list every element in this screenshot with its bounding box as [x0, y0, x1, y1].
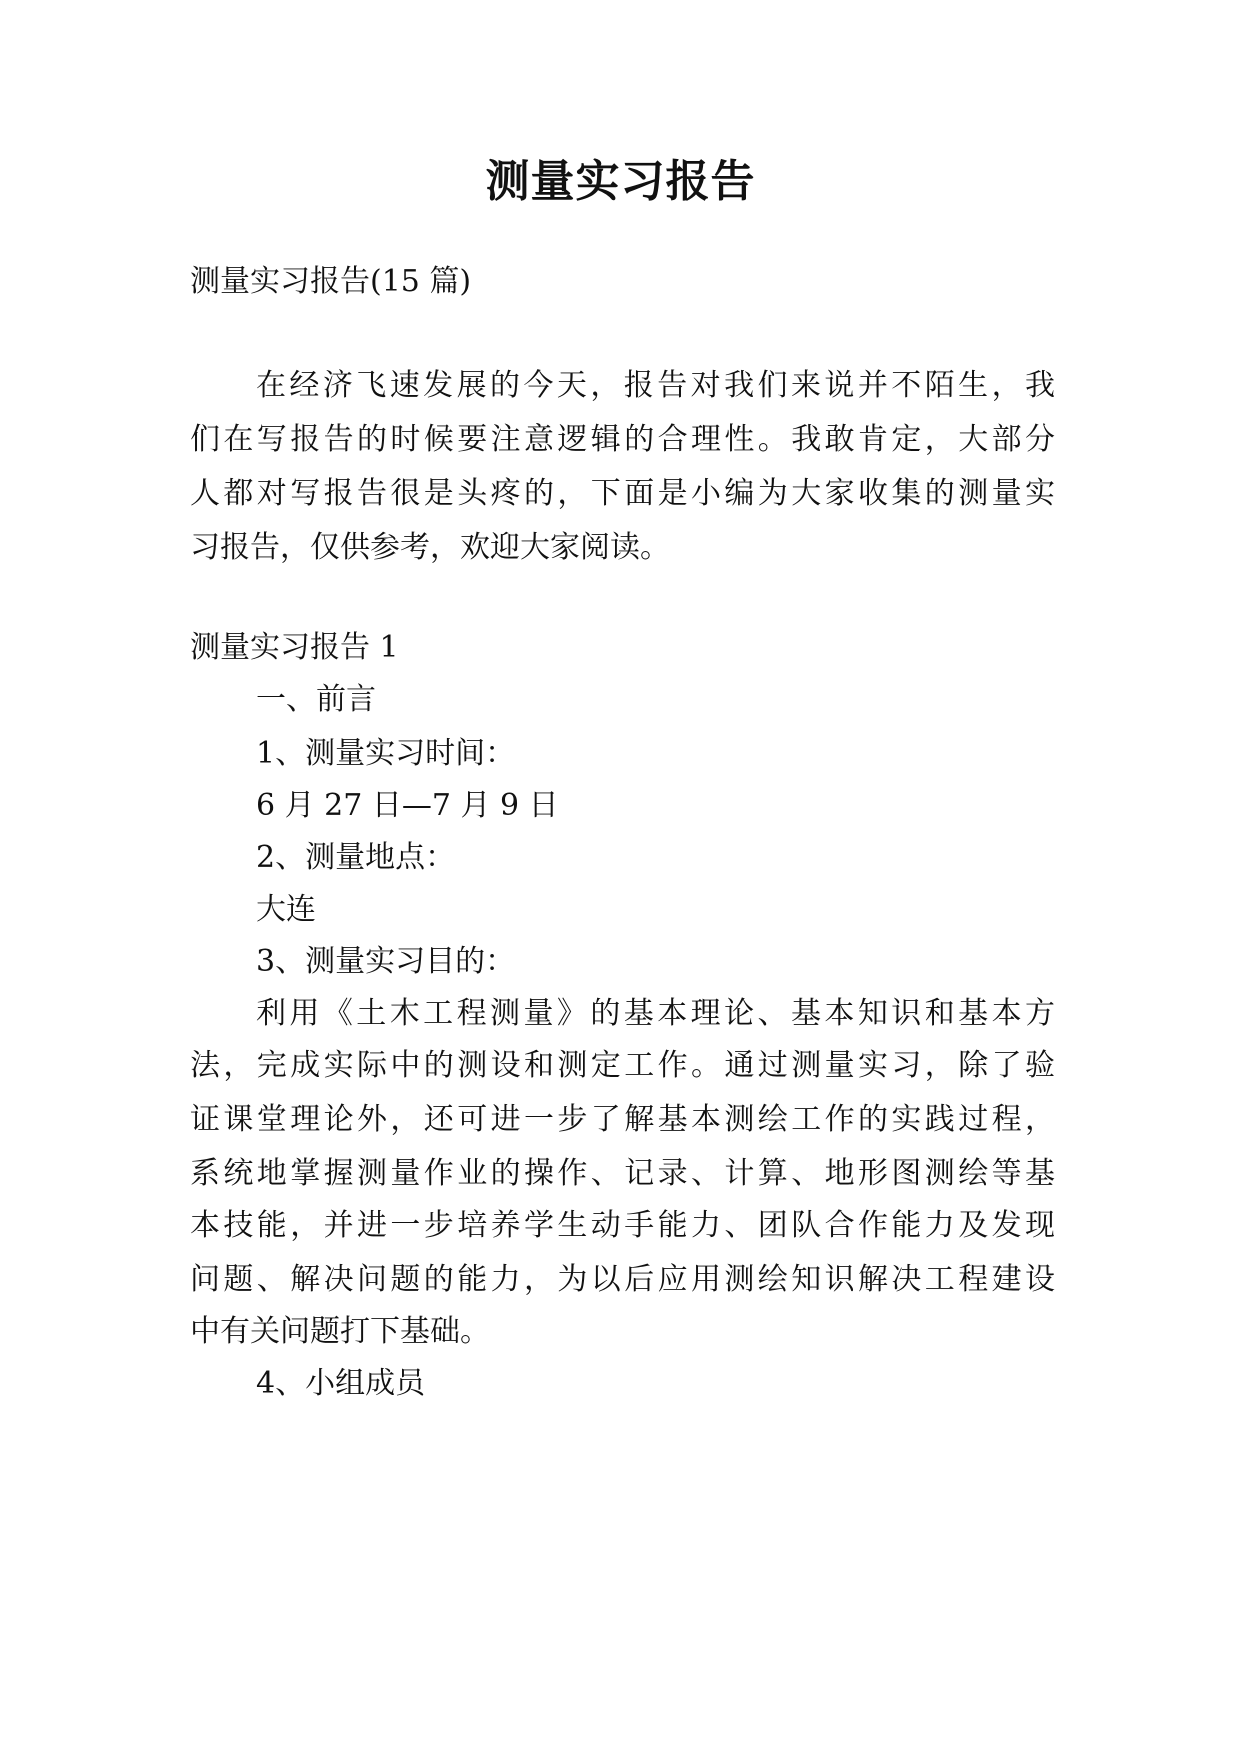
purpose-line-2: 法，完成实际中的测设和测定工作。通过测量实习，除了验 [190, 1048, 1055, 1083]
purpose-line-1: 利用《土木工程测量》的基本理论、基本知识和基本方 [256, 996, 1055, 1031]
purpose-line-3: 证课堂理论外，还可进一步了解基本测绘工作的实践过程， [190, 1102, 1055, 1137]
item-4-label: 4、小组成员 [256, 1366, 426, 1401]
item-1-value: 6 月 27 日—7 月 9 日 [256, 788, 559, 823]
item-2-label: 2、测量地点： [256, 840, 456, 875]
purpose-line-6: 问题、解决问题的能力，为以后应用测绘知识解决工程建设 [190, 1262, 1055, 1297]
item-3-label: 3、测量实习目的： [256, 944, 516, 979]
section-preface: 一、前言 [256, 682, 376, 717]
purpose-line-7: 中有关问题打下基础。 [190, 1314, 490, 1349]
document-title: 测量实习报告 [485, 156, 756, 207]
document-subtitle: 测量实习报告(15 篇) [190, 264, 472, 299]
report-heading: 测量实习报告 1 [190, 630, 399, 665]
intro-line-1: 在经济飞速发展的今天，报告对我们来说并不陌生，我 [256, 368, 1055, 403]
item-2-value: 大连 [256, 892, 316, 927]
item-1-label: 1、测量实习时间： [256, 736, 516, 771]
purpose-line-4: 系统地掌握测量作业的操作、记录、计算、地形图测绘等基 [190, 1156, 1055, 1191]
purpose-line-5: 本技能，并进一步培养学生动手能力、团队合作能力及发现 [190, 1208, 1055, 1243]
intro-line-3: 人都对写报告很是头疼的，下面是小编为大家收集的测量实 [190, 476, 1055, 511]
intro-line-2: 们在写报告的时候要注意逻辑的合理性。我敢肯定，大部分 [190, 422, 1055, 457]
intro-line-4: 习报告，仅供参考，欢迎大家阅读。 [190, 530, 670, 565]
